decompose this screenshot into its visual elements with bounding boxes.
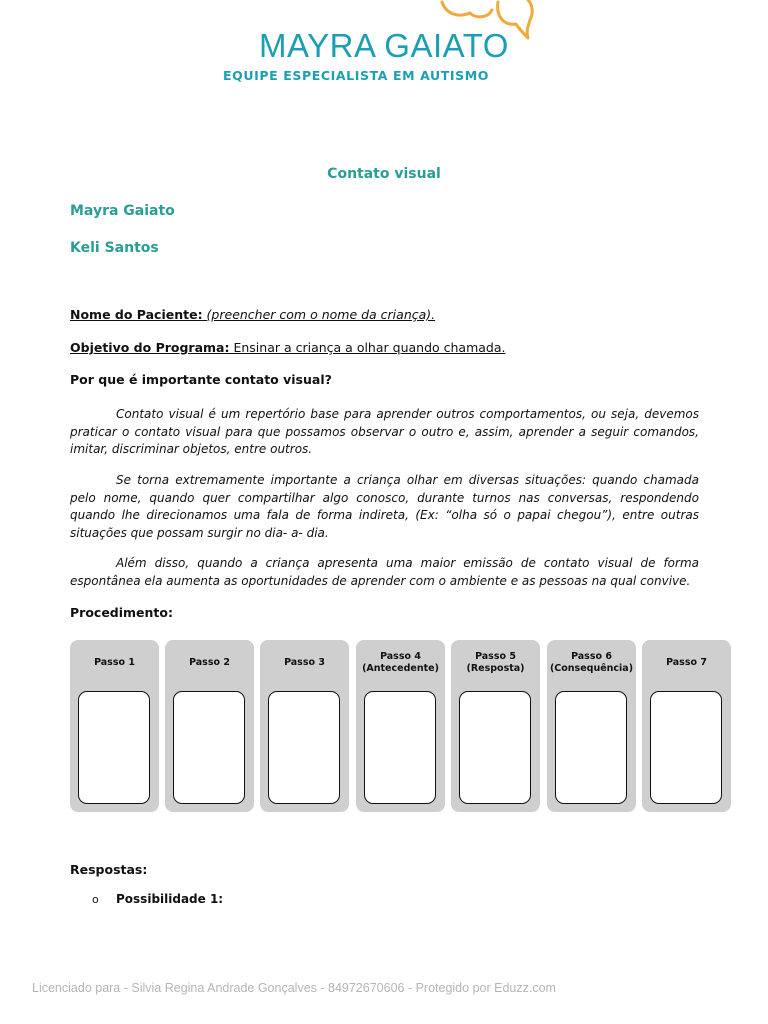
step-box [364, 691, 436, 804]
step-card [547, 640, 636, 812]
step-card [70, 640, 159, 812]
program-objective-value: Ensinar a criança a olhar quando chamada. [229, 340, 506, 355]
step-sublabel: (Antecedente) [362, 663, 439, 674]
step-box [78, 691, 150, 804]
step-card [356, 640, 445, 812]
step-label: Passo 3 [284, 657, 325, 668]
step-label: Passo 4 [380, 651, 421, 662]
why-heading: Por que é importante contato visual? [70, 372, 332, 387]
possibility-item: Possibilidade 1: [116, 892, 224, 906]
author-name: Mayra Gaiato [70, 203, 175, 219]
document-title: Contato visual [327, 166, 441, 182]
step-box [268, 691, 340, 804]
step-box [555, 691, 627, 804]
paragraph: Contato visual é um repertório base para aprender outros comportamentos, ou seja, devemos praticar o contato visual para que possamos observar o outro e, assim, aprender a seguir comandos, imitar, discriminar objetos, entre outros. [70, 407, 699, 456]
step-label: Passo 2 [189, 657, 230, 668]
step-label: Passo 5 [475, 651, 516, 662]
step-box [173, 691, 245, 804]
program-objective-field [70, 340, 505, 356]
patient-name-label: Nome do Paciente: [70, 307, 203, 322]
step-label: Passo 1 [94, 657, 135, 668]
step-label: Passo 6 [571, 651, 612, 662]
paragraph: Além disso, quando a criança apresenta uma maior emissão de contato visual de forma espontânea ela aumenta as oportunidades de aprender com o ambiente e as pessoas na qual convive. [70, 556, 699, 588]
bullet-marker: o [92, 893, 99, 906]
paragraph: Se torna extremamente importante a criança olhar em diversas situações: quando chamada pelo nome, quando quer compartilhar algo conosco, durante turnos nas conversas, respondendo quando lhe direcionamos uma fala de forma indireta, (Ex: “olha só o papai chegou”), entre outras situações que possam surgir no dia- a- dia. [70, 473, 699, 540]
step-card [165, 640, 254, 812]
brand-name: MAYRA GAIATO [259, 27, 509, 64]
brand-tagline: EQUIPE ESPECIALISTA EM AUTISMO [223, 68, 489, 83]
procedure-steps [70, 640, 732, 812]
patient-name-field [70, 307, 435, 323]
step-card [451, 640, 540, 812]
license-footer: Licenciado para - Silvia Regina Andrade Gonçalves - 84972670606 - Protegido por Eduzz.com [32, 981, 556, 995]
procedure-heading: Procedimento: [70, 605, 173, 620]
step-card [260, 640, 349, 812]
step-label: Passo 7 [666, 657, 707, 668]
patient-name-value: (preencher com o nome da criança). [202, 307, 436, 322]
step-box [650, 691, 722, 804]
step-sublabel: (Resposta) [466, 663, 525, 674]
step-sublabel: (Consequência) [549, 663, 634, 674]
step-card [642, 640, 731, 812]
step-box [459, 691, 531, 804]
author-name: Keli Santos [70, 240, 159, 256]
program-objective-label: Objetivo do Programa: [70, 340, 230, 355]
responses-heading: Respostas: [70, 862, 148, 877]
